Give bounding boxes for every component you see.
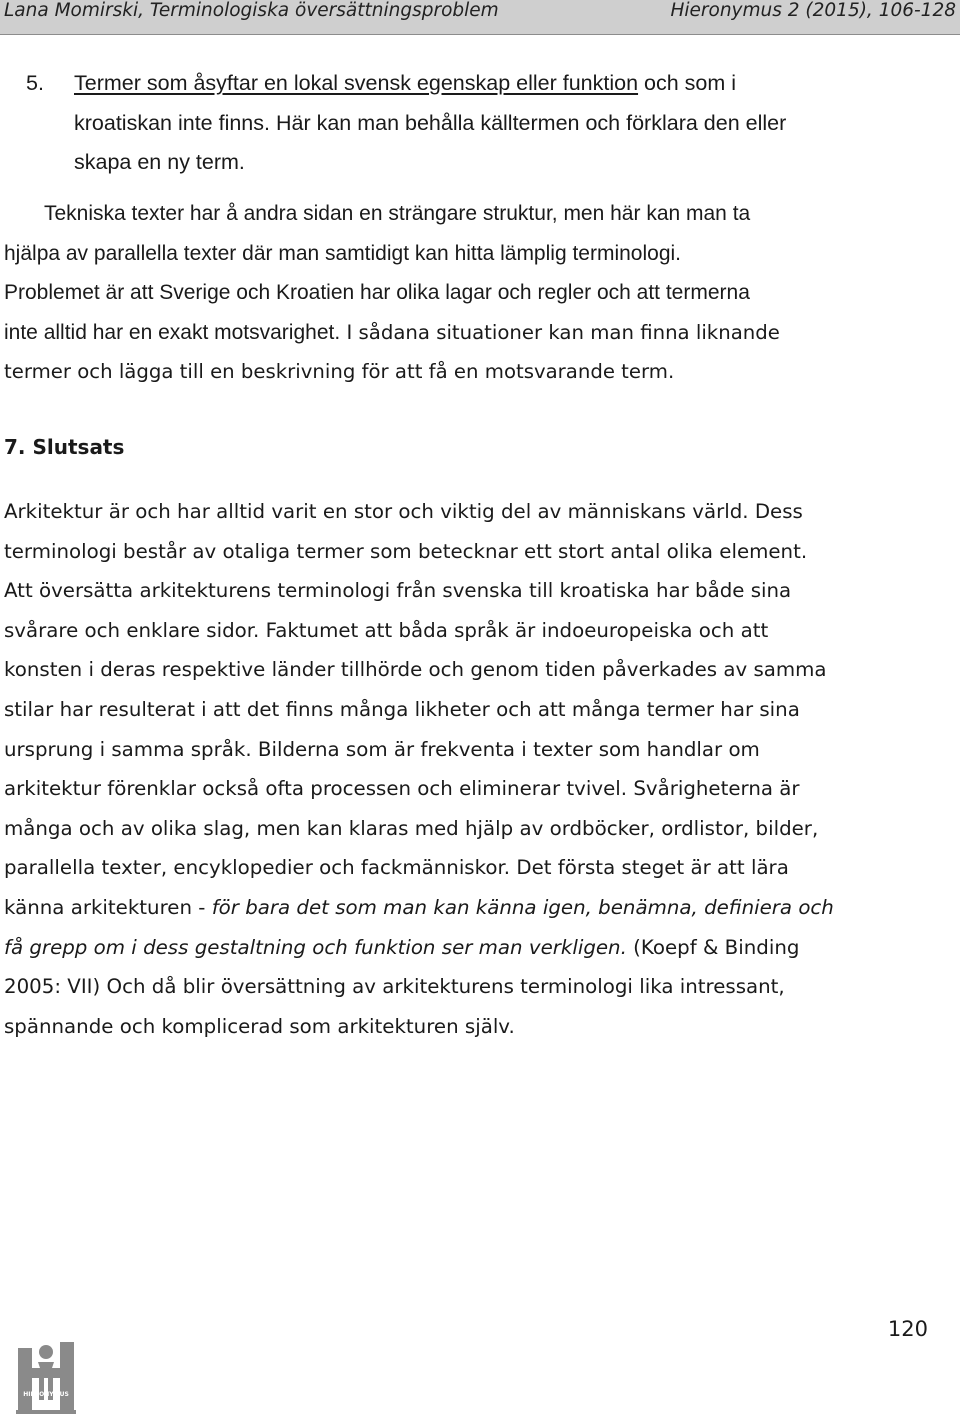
paragraph-line: många och av olika slag, men kan klaras med hjälp av ordböcker, ordlistor, bilder, [4,816,819,840]
citation-text: (Koepf & Binding [626,935,800,959]
paragraph-conclusion [4,492,944,1046]
list-item-text [74,64,934,183]
section-heading: 7. Slutsats [4,435,125,459]
running-header [0,0,960,35]
paragraph-line: konsten i deras respektive länder tillhörde och genom tiden påverkades av samma [4,658,827,682]
paragraph-line: parallella texter, encyklopedier och fackmänniskor. Det första steget är att lära [4,856,789,880]
quoted-italic-text: få grepp om i dess gestaltning och funktion ser man verkligen. [4,935,627,959]
list-item-line1-rest: och som i [638,71,737,95]
paragraph-line: termer och lägga till en beskrivning för att få en motsvarande term. [4,360,675,383]
paragraph-line: 2005: VII) Och då blir översättning av arkitekturens terminologi lika intressant, [4,975,785,999]
paragraph-line [4,928,944,968]
logo-wordmark: HIERONYMUS [23,1391,69,1398]
paragraph-line: spännande och komplicerad som arkitekturen själv. [4,1014,515,1038]
paragraph-line: Tekniska texter har å andra sidan en strängare struktur, men här kan man ta [44,202,751,225]
quoted-italic-text: för bara det som man kan känna igen, benämna, definiera och [211,895,834,919]
paragraph-line: stilar har resulterat i att det finns många likheter och att många termer har sina [4,697,800,721]
paragraph-line [4,313,934,353]
paragraph-line: Arkitektur är och har alltid varit en stor och viktig del av människans värld. Dess [4,500,803,523]
paragraph-line-part: känna arkitekturen - [4,895,212,919]
paragraph-line: arkitektur förenklar också ofta processen och eliminerar tvivel. Svårigheterna är [4,777,800,801]
list-item-underlined-phrase: Termer som åsyftar en lokal svensk egenskap eller funktion [74,71,639,95]
paragraph-line: ursprung i samma språk. Bilderna som är frekventa i texter som handlar om [4,737,760,761]
paragraph-line: Att översätta arkitekturens terminologi från svenska till kroatiska har både sina [4,579,792,603]
paragraph-line-part: inte alltid har en exakt motsvarighet. [4,320,341,344]
header-author-title: Lana Momirski, Terminologiska översättningsproblem [4,0,499,21]
list-item-line2: kroatiskan inte finns. Här kan man behålla källtermen och förklara den eller [74,110,787,135]
paragraph-line [4,888,944,928]
paragraph-line: hjälpa av parallella texter där man samtidigt kan hitta lämplig terminologi. [4,241,682,265]
paragraph-line-part: I sådana situationer kan man finna liknande [340,320,780,344]
list-item-line3: skapa en ny term. [74,150,245,174]
hieronymus-h-logo-icon [14,1330,78,1420]
list-item-number: 5. [26,71,44,95]
paragraph-technical-texts [4,194,934,392]
paragraph-line: terminologi består av otaliga termer som betecknar ett stort antal olika element. [4,539,808,563]
header-journal-citation: Hieronymus 2 (2015), 106-128 [670,0,956,21]
page-number: 120 [887,1317,928,1341]
paragraph-line: Problemet är att Sverige och Kroatien har olika lagar och regler och att termerna [4,281,750,304]
paragraph-line: svårare och enklare sidor. Faktumet att båda språk är indoeuropeiska och att [4,618,769,642]
